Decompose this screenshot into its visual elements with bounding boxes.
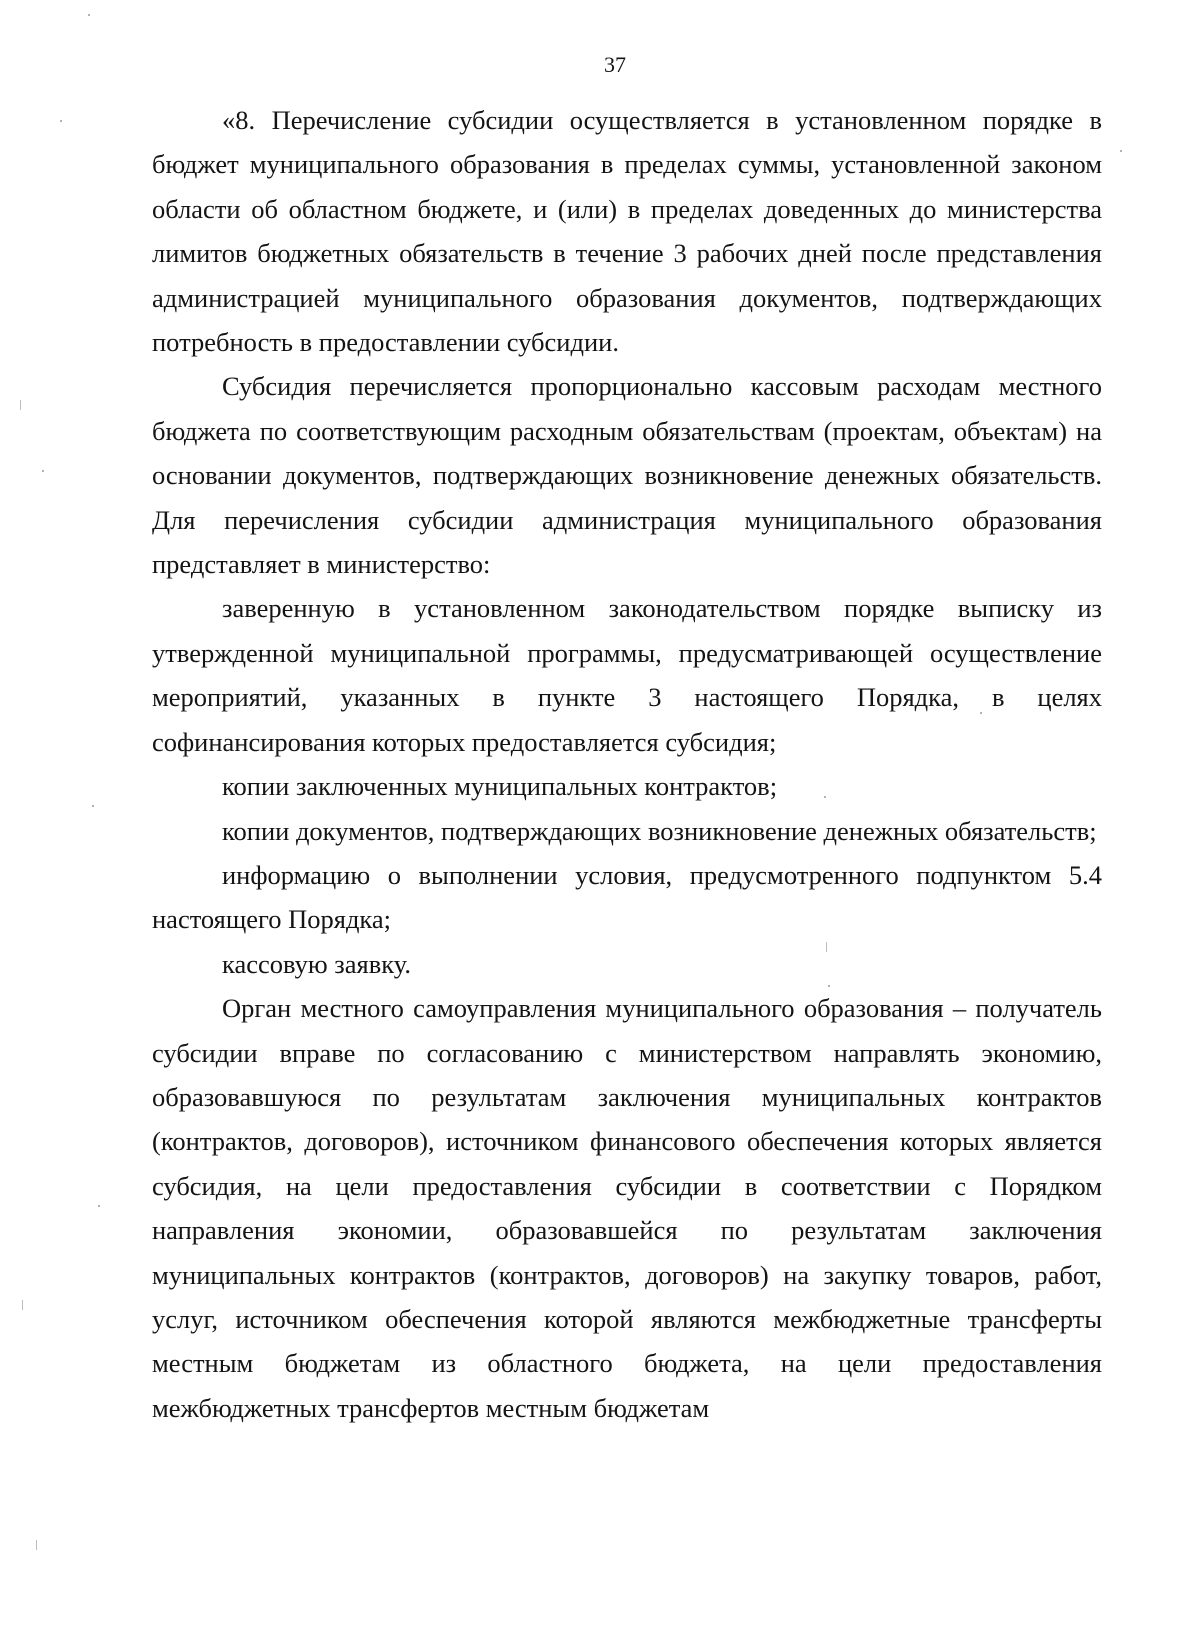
paragraph-savings-usage: Орган местного самоуправления муниципального образования – получатель субсидии вправе по согласованию с министерством направлять экономию, образовавшуюся по результатам заключения муниципальных контрактов (контрактов, договоров), источником финансового обеспечения которых является субсидия, на цели предоставления субсидии в соответствии с Порядком направления экономии, образовавшейся по результатам заключения муниципальных контрактов (контрактов, договоров) на закупку товаров, работ, услуг, источником обеспечения которой являются межбюджетные трансферты местным бюджетам из областного бюджета, на цели предоставления межбюджетных трансфертов местным бюджетам (152, 993, 1102, 1423)
document-body (152, 98, 1102, 1430)
scan-speck (88, 14, 90, 16)
scan-speck (1120, 150, 1122, 152)
scan-speck (828, 985, 830, 987)
list-item-contract-copies: копии заключенных муниципальных контрактов; (222, 771, 778, 802)
list-item-program-extract: заверенную в установленном законодательством порядке выписку из утвержденной муниципальной программы, предусматривающей осуществление мероприятий, указанных в пункте 3 настоящего Порядка, в целях софинансирования которых предоставляется субсидия; (152, 593, 1102, 757)
scan-speck (92, 805, 94, 807)
scan-edge-mark (22, 1300, 23, 1310)
scan-edge-mark (20, 400, 21, 410)
scan-edge-mark (826, 942, 827, 952)
page-number: 37 (604, 52, 626, 77)
scan-speck (980, 712, 982, 714)
paragraph-proportional-transfer: Субсидия перечисляется пропорционально кассовым расходам местного бюджета по соответствующим расходным обязательствам (проектам, объектам) на основании документов, подтверждающих возникновение денежных обязательств. Для перечисления субсидии администрация муниципального образования представляет в министерство: (152, 371, 1102, 580)
scan-speck (60, 120, 62, 122)
list-item-cash-request: кассовую заявку. (222, 948, 411, 979)
paragraph-subsidy-transfer: «8. Перечисление субсидии осуществляется в установленном порядке в бюджет муниципального образования в пределах суммы, установленной законом области об областном бюджете, и (или) в пределах доведенных до министерства лимитов бюджетных обязательств в течение 3 рабочих дней после представления администрацией муниципального образования документов, подтверждающих потребность в предоставлении субсидии. (152, 105, 1102, 358)
scan-edge-mark (36, 1540, 37, 1550)
list-item-condition-info: информацию о выполнении условия, предусмотренного подпунктом 5.4 настоящего Порядка; (152, 859, 1102, 935)
scan-speck (42, 470, 44, 472)
scan-speck (824, 796, 826, 798)
list-item-obligation-documents: копии документов, подтверждающих возникновение денежных обязательств; (222, 815, 1097, 846)
scan-speck (98, 1205, 100, 1207)
